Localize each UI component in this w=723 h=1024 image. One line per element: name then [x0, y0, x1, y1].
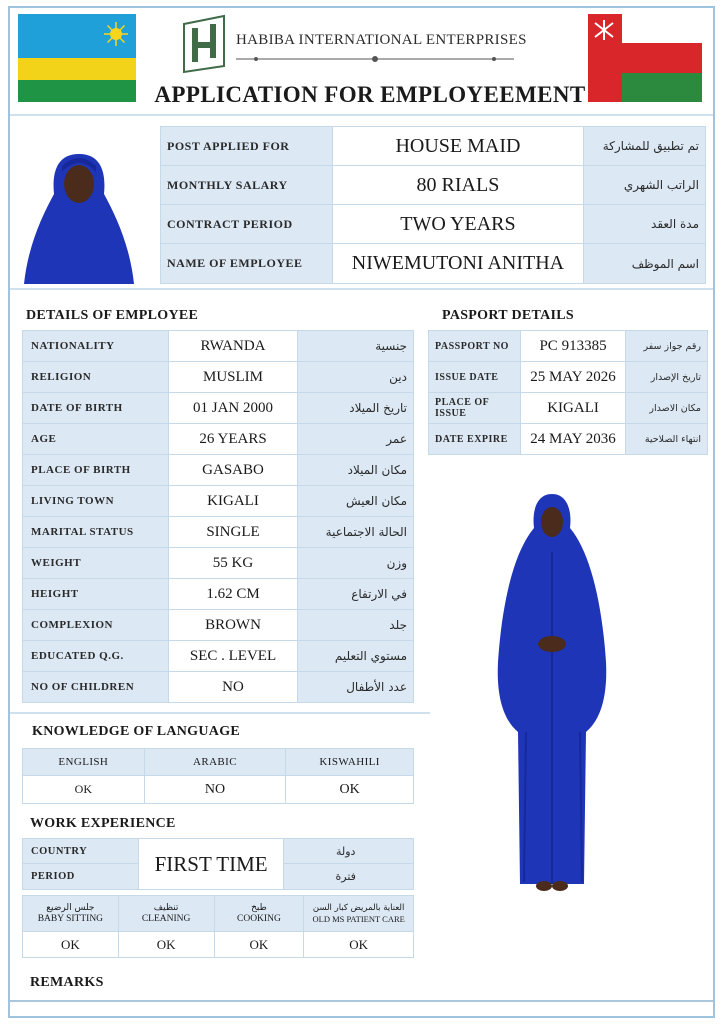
- summary-value: NIWEMUTONI ANITHA: [332, 244, 584, 284]
- details-label: LIVING TOWN: [23, 486, 169, 517]
- work-heading: WORK EXPERIENCE: [30, 816, 176, 831]
- skill-english: BABY SITTING: [37, 913, 104, 924]
- skill-header: [118, 896, 214, 932]
- passport-value: 25 MAY 2026: [520, 362, 626, 393]
- language-value: OK: [286, 776, 414, 804]
- details-label: HEIGHT: [23, 579, 169, 610]
- page-title: APPLICATION FOR EMPLOYEEMENT: [154, 82, 586, 107]
- summary-row: [161, 244, 706, 284]
- details-label: COMPLEXION: [23, 610, 169, 641]
- details-value: SINGLE: [168, 517, 298, 548]
- passport-row: [429, 362, 708, 393]
- passport-table: [428, 330, 708, 455]
- details-label: MARITAL STATUS: [23, 517, 169, 548]
- details-arabic: مستوي التعليم: [298, 641, 414, 672]
- details-label: NO OF CHILDREN: [23, 672, 169, 703]
- details-row: [23, 579, 414, 610]
- details-row: [23, 548, 414, 579]
- details-label: EDUCATED Q.G.: [23, 641, 169, 672]
- skill-english: CLEANING: [141, 913, 191, 924]
- summary-arabic: تم تطبيق للمشاركة: [584, 127, 706, 166]
- work-experience-value: FIRST TIME: [138, 839, 284, 890]
- details-arabic: دين: [298, 362, 414, 393]
- skill-header: [214, 896, 304, 932]
- passport-value: KIGALI: [520, 393, 626, 424]
- details-arabic: جنسية: [298, 331, 414, 362]
- details-arabic: عدد الأطفال: [298, 672, 414, 703]
- language-value: OK: [23, 776, 145, 804]
- details-arabic: مكان العيش: [298, 486, 414, 517]
- skill-value: OK: [118, 932, 214, 958]
- passport-arabic: مكان الاصدار: [626, 393, 708, 424]
- language-header: ENGLISH: [23, 749, 145, 776]
- details-row: [23, 672, 414, 703]
- skill-value: OK: [214, 932, 304, 958]
- summary-label: MONTHLY SALARY: [161, 166, 333, 205]
- details-label: AGE: [23, 424, 169, 455]
- language-header: ARABIC: [144, 749, 286, 776]
- passport-heading: PASPORT DETAILS: [442, 308, 574, 323]
- passport-label: PASSPORT NO: [429, 331, 521, 362]
- summary-label: POST APPLIED FOR: [161, 127, 333, 166]
- details-heading: DETAILS OF EMPLOYEE: [26, 308, 199, 323]
- details-row: [23, 641, 414, 672]
- details-value: 1.62 CM: [168, 579, 298, 610]
- details-arabic: عمر: [298, 424, 414, 455]
- details-row: [23, 517, 414, 548]
- details-arabic: في الارتفاع: [298, 579, 414, 610]
- header-divider: [10, 114, 713, 116]
- passport-row: [429, 424, 708, 455]
- summary-arabic: مدة العقد: [584, 205, 706, 244]
- work-country-arabic: دولة: [284, 839, 414, 864]
- rwanda-flag-icon: [18, 14, 136, 102]
- skill-value: OK: [23, 932, 119, 958]
- passport-row: [429, 331, 708, 362]
- skill-english: OLD MS PATIENT CARE: [312, 913, 405, 924]
- summary-table: [160, 126, 706, 284]
- details-value: 26 YEARS: [168, 424, 298, 455]
- summary-arabic: الراتب الشهري: [584, 166, 706, 205]
- details-row: [23, 455, 414, 486]
- remarks-heading: REMARKS: [30, 975, 104, 990]
- section-divider: [10, 288, 713, 290]
- skill-header: [304, 896, 414, 932]
- work-period-arabic: فترة: [284, 864, 414, 890]
- details-arabic: مكان الميلاد: [298, 455, 414, 486]
- summary-label: CONTRACT PERIOD: [161, 205, 333, 244]
- skill-header: [23, 896, 119, 932]
- details-row: [23, 362, 414, 393]
- passport-arabic: انتهاء الصلاحية: [626, 424, 708, 455]
- details-value: RWANDA: [168, 331, 298, 362]
- bottom-divider: [10, 1000, 713, 1002]
- skill-value: OK: [304, 932, 414, 958]
- summary-row: [161, 127, 706, 166]
- details-arabic: وزن: [298, 548, 414, 579]
- details-value: MUSLIM: [168, 362, 298, 393]
- details-row: [23, 424, 414, 455]
- details-value: 55 KG: [168, 548, 298, 579]
- summary-label: NAME OF EMPLOYEE: [161, 244, 333, 284]
- details-label: NATIONALITY: [23, 331, 169, 362]
- skills-table: [22, 895, 414, 958]
- skill-arabic: جلس الرضيع: [46, 902, 95, 913]
- details-row: [23, 486, 414, 517]
- details-row: [23, 331, 414, 362]
- details-value: KIGALI: [168, 486, 298, 517]
- passport-label: ISSUE DATE: [429, 362, 521, 393]
- summary-row: [161, 205, 706, 244]
- details-value: SEC . LEVEL: [168, 641, 298, 672]
- language-table: [22, 748, 414, 804]
- details-row: [23, 610, 414, 641]
- skill-english: COOKING: [237, 913, 281, 924]
- summary-value: TWO YEARS: [332, 205, 584, 244]
- summary-value: 80 RIALS: [332, 166, 584, 205]
- passport-arabic: رقم جواز سفر: [626, 331, 708, 362]
- passport-row: [429, 393, 708, 424]
- company-logo-icon: [180, 14, 228, 74]
- details-value: GASABO: [168, 455, 298, 486]
- passport-value: PC 913385: [520, 331, 626, 362]
- passport-value: 24 MAY 2036: [520, 424, 626, 455]
- details-label: DATE OF BIRTH: [23, 393, 169, 424]
- language-value: NO: [144, 776, 286, 804]
- work-table: [22, 838, 414, 890]
- skill-arabic: طبخ: [251, 902, 267, 913]
- language-heading: KNOWLEDGE OF LANGUAGE: [32, 724, 241, 739]
- details-value: NO: [168, 672, 298, 703]
- summary-arabic: اسم الموظف: [584, 244, 706, 284]
- details-value: 01 JAN 2000: [168, 393, 298, 424]
- details-label: WEIGHT: [23, 548, 169, 579]
- skill-arabic: تنظيف: [153, 902, 179, 913]
- details-value: BROWN: [168, 610, 298, 641]
- details-row: [23, 393, 414, 424]
- work-period-label: PERIOD: [23, 864, 139, 890]
- details-table: [22, 330, 414, 703]
- details-arabic: الحالة الاجتماعية: [298, 517, 414, 548]
- passport-arabic: تاريخ الإصدار: [626, 362, 708, 393]
- details-label: RELIGION: [23, 362, 169, 393]
- ornament-divider: [236, 54, 514, 64]
- summary-row: [161, 166, 706, 205]
- language-header: KISWAHILI: [286, 749, 414, 776]
- passport-label: PLACE OF ISSUE: [429, 393, 521, 424]
- section-divider: [10, 712, 430, 714]
- company-name: HABIBA INTERNATIONAL ENTERPRISES: [236, 32, 527, 48]
- skill-arabic: العناية بالمريض كبار السن: [312, 902, 405, 913]
- employee-portrait: [22, 150, 136, 284]
- work-country-label: COUNTRY: [23, 839, 139, 864]
- summary-value: HOUSE MAID: [332, 127, 584, 166]
- details-arabic: تاريخ الميلاد: [298, 393, 414, 424]
- oman-flag-icon: [588, 14, 702, 102]
- details-arabic: جلد: [298, 610, 414, 641]
- passport-label: DATE EXPIRE: [429, 424, 521, 455]
- employee-full-photo: [496, 492, 608, 892]
- details-label: PLACE OF BIRTH: [23, 455, 169, 486]
